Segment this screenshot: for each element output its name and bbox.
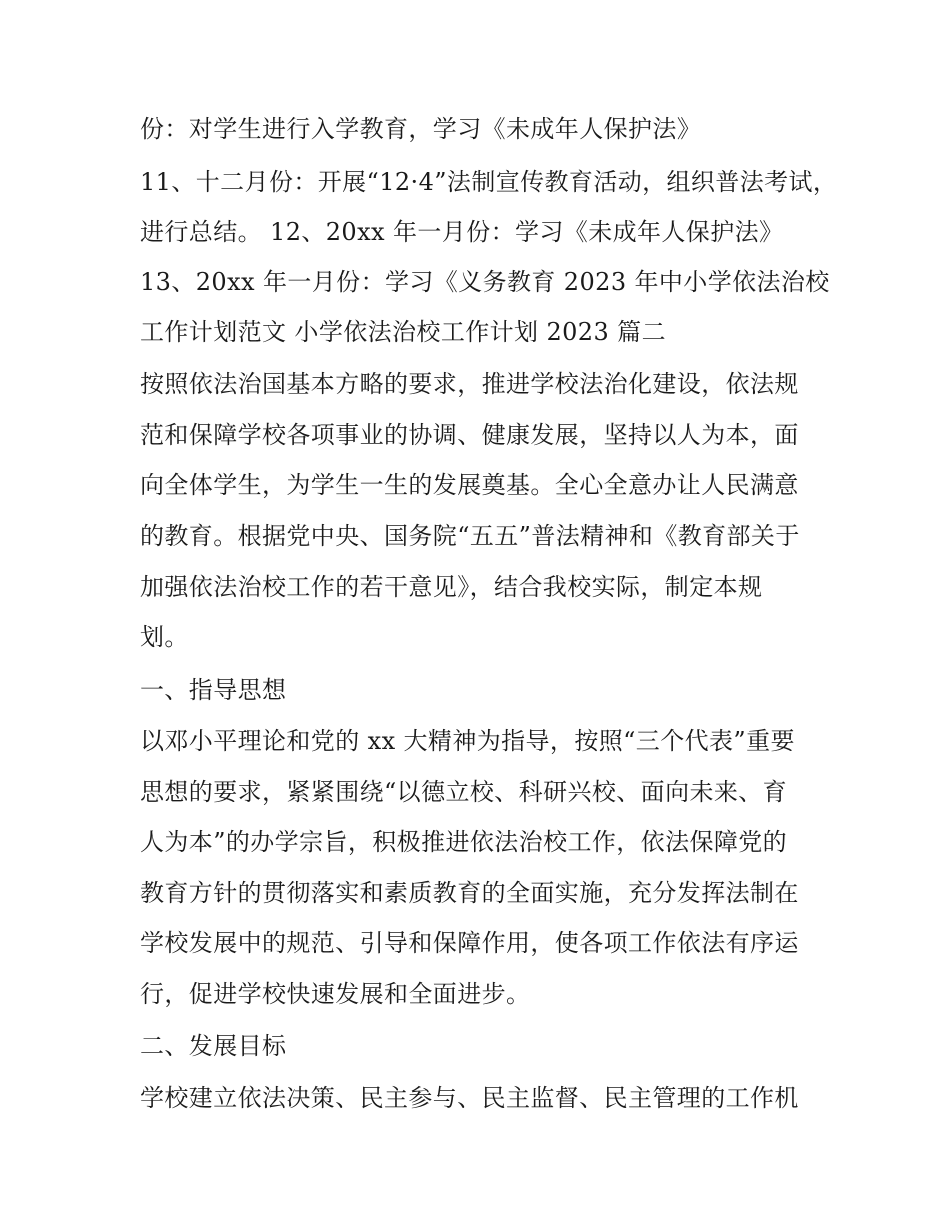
text-line: 进行总结。 12、20xx 年一月份：学习《未成年人保护法》 <box>140 218 784 246</box>
text-line: 学校建立依法决策、民主参与、民主监督、民主管理的工作机 <box>140 1084 799 1112</box>
text-line: 的教育。根据党中央、国务院“五五”普法精神和《教育部关于 <box>140 522 800 550</box>
text-line: 工作计划范文 小学依法治校工作计划 2023 篇二 <box>140 318 666 346</box>
text-line: 以邓小平理论和党的 xx 大精神为指导，按照“三个代表”重要 <box>140 727 795 755</box>
text-line: 范和保障学校各项事业的协调、健康发展，坚持以人为本，面 <box>140 421 799 449</box>
text-line: 加强依法治校工作的若干意见》，结合我校实际，制定本规 <box>140 573 763 601</box>
text-line: 向全体学生，为学生一生的发展奠基。全心全意办让人民满意 <box>140 471 799 499</box>
text-line: 份：对学生进行入学教育，学习《未成年人保护法》 <box>140 115 702 143</box>
text-line: 教育方针的贯彻落实和素质教育的全面实施，充分发挥法制在 <box>140 879 799 907</box>
text-line: 11、十二月份：开展“12·4”法制宣传教育活动，组织普法考试， <box>140 168 838 196</box>
section-heading: 一、指导思想 <box>140 676 287 704</box>
text-line: 人为本”的办学宗旨，积极推进依法治校工作，依法保障党的 <box>140 828 788 856</box>
text-line: 行，促进学校快速发展和全面进步。 <box>140 980 531 1008</box>
text-line: 思想的要求，紧紧围绕“以德立校、科研兴校、面向未来、育 <box>140 778 788 806</box>
text-line: 13、20xx 年一月份：学习《义务教育 2023 年中小学依法治校 <box>140 268 830 296</box>
text-line: 按照依法治国基本方略的要求，推进学校法治化建设，依法规 <box>140 370 799 398</box>
text-line: 学校发展中的规范、引导和保障作用，使各项工作依法有序运 <box>140 929 799 957</box>
text-line: 划。 <box>140 623 189 651</box>
section-heading: 二、发展目标 <box>140 1032 287 1060</box>
